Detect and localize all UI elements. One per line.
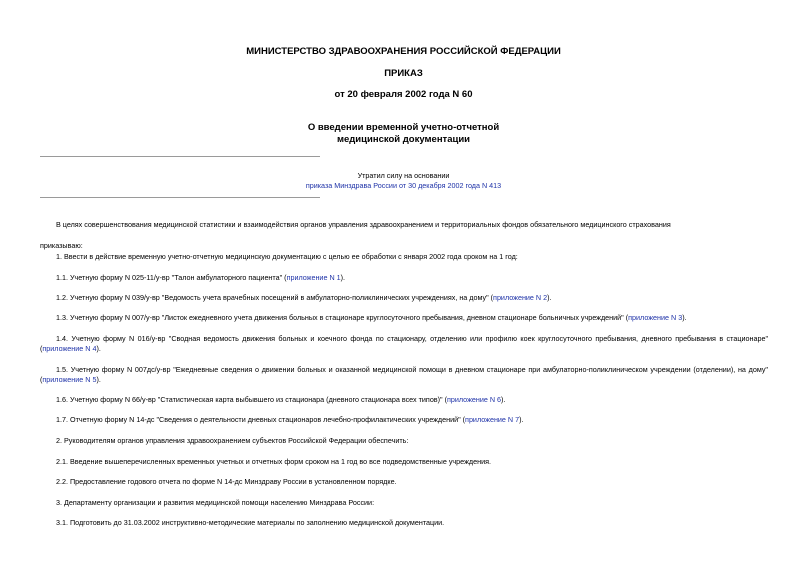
title-line-2: медицинской документации — [336, 134, 471, 145]
paragraph-3-1: 3.1. Подготовить до 31.03.2002 инструктивно-методические материалы по заполнению медицинской документации. — [56, 518, 445, 527]
divider-top — [40, 156, 320, 157]
paragraph-1-4: 1.4. Учетную форму N 016/у-вр "Сводная ведомость движения больных и коечного фонда по стационару, отделению или профилю коек круглосуточного пребывания, дневного пребывания в стационаре" (приложение N 4). — [40, 334, 768, 353]
title-line-1: О введении временной учетно-отчетной — [307, 122, 500, 133]
paragraph-1-2: 1.2. Учетную форму N 039/у-вр "Ведомость учета врачебных посещений в амбулаторно-поликлинических учреждениях, на дому" (приложение N 2). — [56, 293, 552, 302]
divider-bottom — [40, 197, 320, 198]
paragraph-2: 2. Руководителям органов управления здравоохранением субъектов Российской Федерации обеспечить: — [56, 436, 409, 445]
appendix-2-link[interactable]: приложение N 2 — [493, 293, 548, 302]
paragraph-1-5: 1.5. Учетную форму N 007дс/у-вр "Ежедневные сведения о движении больных и оказанной медицинской помощи в дневном стационаре при амбулаторно-поликлиническом учреждении (отделении), на дому" (приложение N 5). — [40, 365, 768, 384]
status-note: Утратил силу на основании — [357, 171, 450, 180]
paragraph-1-7: 1.7. Отчетную форму N 14-дс "Сведения о деятельности дневных стационаров лечебно-профилактических учреждений" (приложение N 7). — [56, 415, 524, 424]
paragraph-2-2: 2.2. Предоставление годового отчета по форме N 14-дс Минздраву России в установленном порядке. — [56, 477, 397, 486]
paragraph-1-1: 1.1. Учетную форму N 025-11/у-вр "Талон амбулаторного пациента" (приложение N 1). — [56, 273, 346, 282]
date-number-heading: от 20 февраля 2002 года N 60 — [334, 89, 473, 100]
appendix-6-link[interactable]: приложение N 6 — [446, 395, 502, 404]
status-link-line — [0, 181, 807, 191]
repeal-order-link[interactable]: приказа Минздрава России от 30 декабря 2002 года N 413 — [305, 181, 502, 190]
paragraph-1-6: 1.6. Учетную форму N 66/у-вр "Статистическая карта выбывшего из стационара (дневного стационара всех типов)" (приложение N 6). — [56, 395, 506, 404]
paragraph-1-3: 1.3. Учетную форму N 007/у-вр "Листок ежедневного учета движения больных в стационаре круглосуточного пребывания, дневном стационаре больничных учреждений" (приложение N 3). — [56, 313, 687, 322]
doc-type-heading: ПРИКАЗ — [384, 68, 423, 79]
appendix-3-link[interactable]: приложение N 3 — [628, 313, 683, 322]
ministry-heading: МИНИСТЕРСТВО ЗДРАВООХРАНЕНИЯ РОССИЙСКОЙ ФЕДЕРАЦИИ — [246, 46, 561, 57]
paragraph-1: 1. Ввести в действие временную учетно-отчетную медицинскую документацию с целью ее обработки с января 2002 года сроком на 1 год: — [56, 252, 518, 261]
appendix-7-link[interactable]: приложение N 7 — [465, 415, 520, 424]
orders-word: приказываю: — [40, 241, 83, 250]
preamble-paragraph: В целях совершенствования медицинской статистики и взаимодействия органов управления здравоохранением и территориальных фондов обязательного медицинского страхования — [56, 220, 671, 229]
paragraph-2-1: 2.1. Введение вышеперечисленных временных учетных и отчетных форм сроком на 1 год во все подведомственные учреждения. — [56, 457, 491, 466]
appendix-5-link[interactable]: приложение N 5 — [42, 375, 97, 384]
paragraph-3: 3. Департаменту организации и развития медицинской помощи населению Минздрава России: — [56, 498, 375, 507]
appendix-1-link[interactable]: приложение N 1 — [286, 273, 341, 282]
appendix-4-link[interactable]: приложение N 4 — [42, 344, 97, 353]
